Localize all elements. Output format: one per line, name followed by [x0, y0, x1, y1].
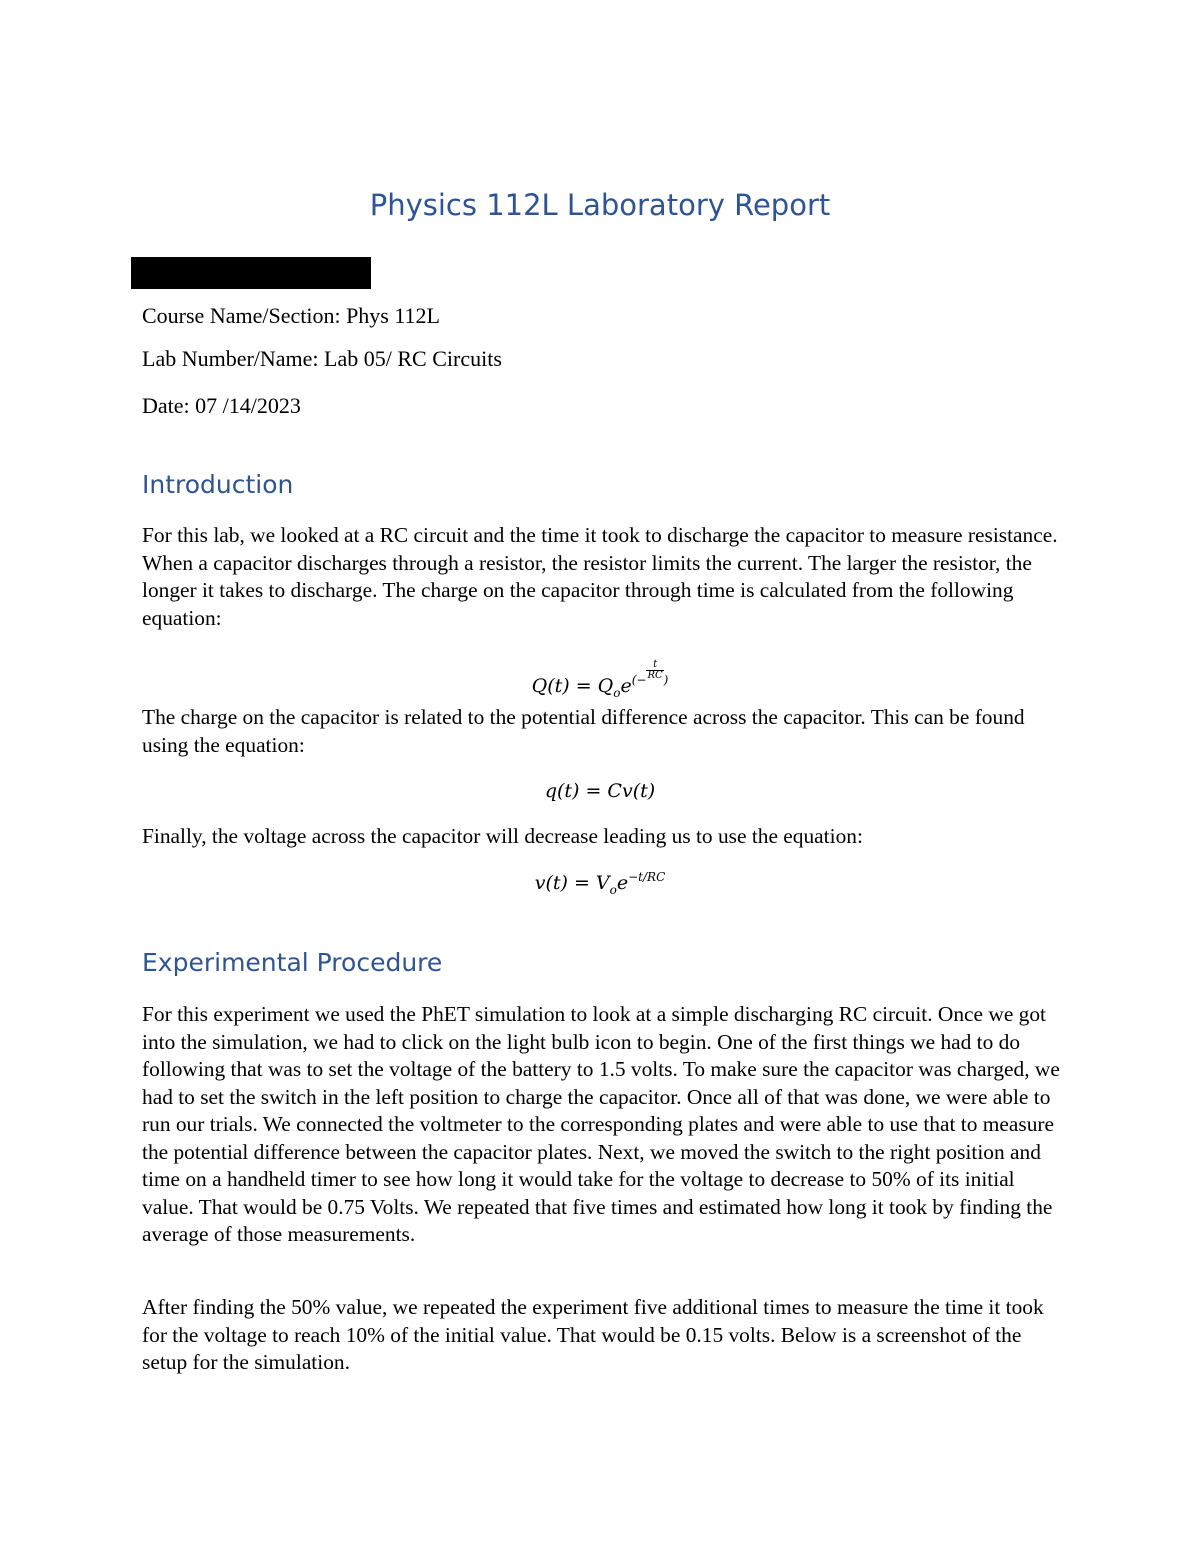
- date-line: Date: 07 /14/2023: [142, 393, 301, 418]
- voltage-equation-lhs: v(t) = V: [534, 872, 610, 894]
- introduction-paragraph-3: Finally, the voltage across the capacitor will decrease leading us to use the equation:: [142, 824, 863, 848]
- procedure-paragraph-1: For this experiment we used the PhET simulation to look at a simple discharging RC circuit. Once we got into the simulation, we had to click on the light bulb icon to begin. One of the first things we had to do following that was to set the voltage of the battery to 1.5 volts. To make sure the capacitor was charged, we had to set the switch in the left position to charge the capacitor. Once all of that was done, we were able to run our trials. We connected the voltmeter to the corresponding plates and were able to use that to measure the potential difference between the capacitor plates. Next, we moved the switch to the right position and time on a handheld timer to see how long it would take for the voltage to decrease to 50% of its initial value. That would be 0.75 Volts. We repeated that five times and estimated how long it took by finding the average of those measurements.: [142, 1002, 1060, 1246]
- charge-equation-lhs: Q(t) = Q: [531, 675, 614, 697]
- exponent-close: ): [663, 673, 669, 687]
- voltage-equation-subscript: o: [609, 883, 617, 897]
- lab-line: Lab Number/Name: Lab 05/ RC Circuits: [142, 346, 502, 371]
- procedure-heading: Experimental Procedure: [142, 948, 443, 977]
- charge-equation: [0, 660, 1200, 700]
- exponent-fraction: [646, 660, 663, 681]
- introduction-paragraph-1: For this lab, we looked at a RC circuit and the time it took to discharge the capacitor to measure resistance. When a capacitor discharges through a resistor, the resistor limits the current. The larger the resistor, the longer it takes to discharge. The charge on the capacitor through time is calculated from the following equation:: [142, 523, 1058, 630]
- charge-equation-subscript: o: [613, 686, 621, 700]
- charge-equation-exponent: [631, 659, 669, 687]
- charge-voltage-equation: q(t) = Cv(t): [544, 780, 656, 802]
- charge-equation-base: e: [620, 675, 632, 697]
- fraction-numerator: t: [646, 660, 663, 671]
- voltage-equation-exponent: −t/RC: [628, 870, 666, 884]
- voltage-equation-base: e: [616, 872, 629, 894]
- procedure-paragraph-2: After finding the 50% value, we repeated the experiment five additional times to measure the time it took for the voltage to reach 10% of the initial value. That would be 0.15 volts. Below is a screenshot of the setup for the simulation.: [142, 1295, 1044, 1374]
- exponent-open: (−: [631, 673, 647, 687]
- fraction-denominator: RC: [647, 670, 663, 681]
- course-line: Course Name/Section: Phys 112L: [142, 303, 440, 328]
- redacted-name-block: [131, 257, 371, 289]
- voltage-equation: [0, 870, 1200, 897]
- report-title: Physics 112L Laboratory Report: [369, 188, 831, 222]
- introduction-heading: Introduction: [142, 470, 294, 499]
- introduction-paragraph-2: The charge on the capacitor is related to the potential difference across the capacitor. This can be found using the equation:: [142, 705, 1025, 757]
